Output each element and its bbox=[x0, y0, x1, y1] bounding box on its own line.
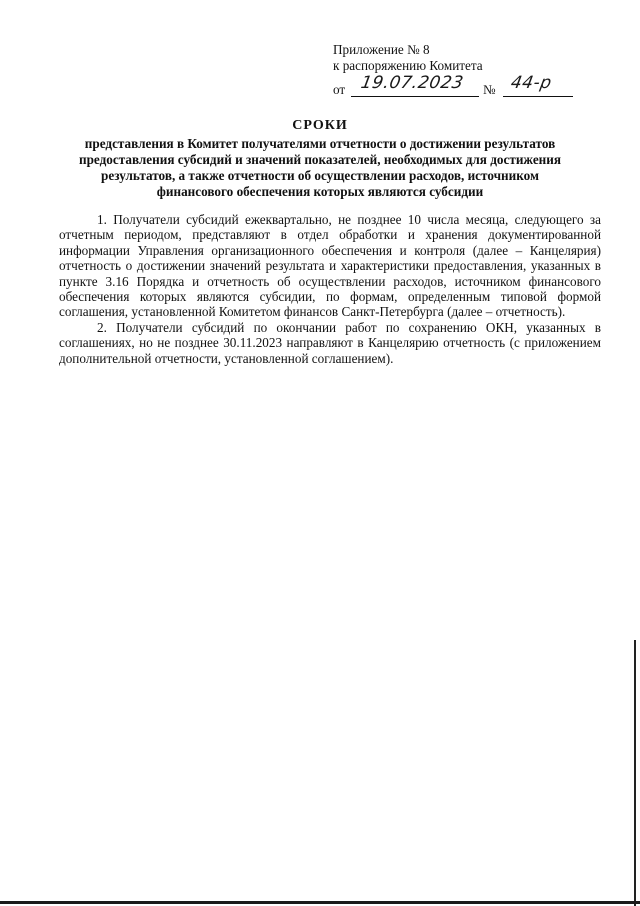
order-date-number-row bbox=[333, 73, 554, 98]
date-field bbox=[351, 73, 479, 97]
document-subtitle: представления в Комитет получателями отчетности о достижении результатов предоставления субсидий и значений показателей, необходимых для достижения результатов, а также отчетности об осуществлении расходов, источником финансового обеспечения которых являются субсидии bbox=[79, 136, 561, 199]
handwritten-number: 44-р bbox=[509, 73, 554, 93]
scan-edge-line bbox=[634, 640, 636, 906]
paragraph-2: 2. Получатели субсидий по окончании работ по сохранению ОКН, указанных в соглашениях, но не позднее 30.11.2023 направляют в Канцелярию отчетность (с приложением дополнительной отчетности, установленной соглашением). bbox=[59, 319, 601, 366]
document-body bbox=[59, 212, 601, 366]
number-field bbox=[503, 73, 573, 97]
appendix-reference: к распоряжению Комитета bbox=[333, 58, 483, 73]
paragraph-1: 1. Получатели субсидий ежеквартально, не позднее 10 числа месяца, следующего за отчетным периодом, представляют в отдел обработки и хранения документированной информации Управления организационного обеспечения и контроля (далее – Канцелярия) отчетность о достижении значений результата и характеристики предоставления, указанных в пункте 3.16 Порядка и отчетность об осуществлении расходов, источником финансового обеспечения которых являются субсидии, по формам, определенным типовой формой соглашения, установленной Комитетом финансов Санкт-Петербурга (далее – отчетность). bbox=[59, 212, 601, 320]
document-title: СРОКИ bbox=[292, 118, 348, 133]
date-label: от bbox=[333, 82, 346, 97]
appendix-header bbox=[333, 42, 554, 98]
number-label: № bbox=[483, 82, 496, 97]
handwritten-date: 19.07.2023 bbox=[359, 73, 466, 93]
scan-edge-line-bottom bbox=[0, 901, 640, 904]
appendix-number: Приложение № 8 bbox=[333, 42, 430, 57]
